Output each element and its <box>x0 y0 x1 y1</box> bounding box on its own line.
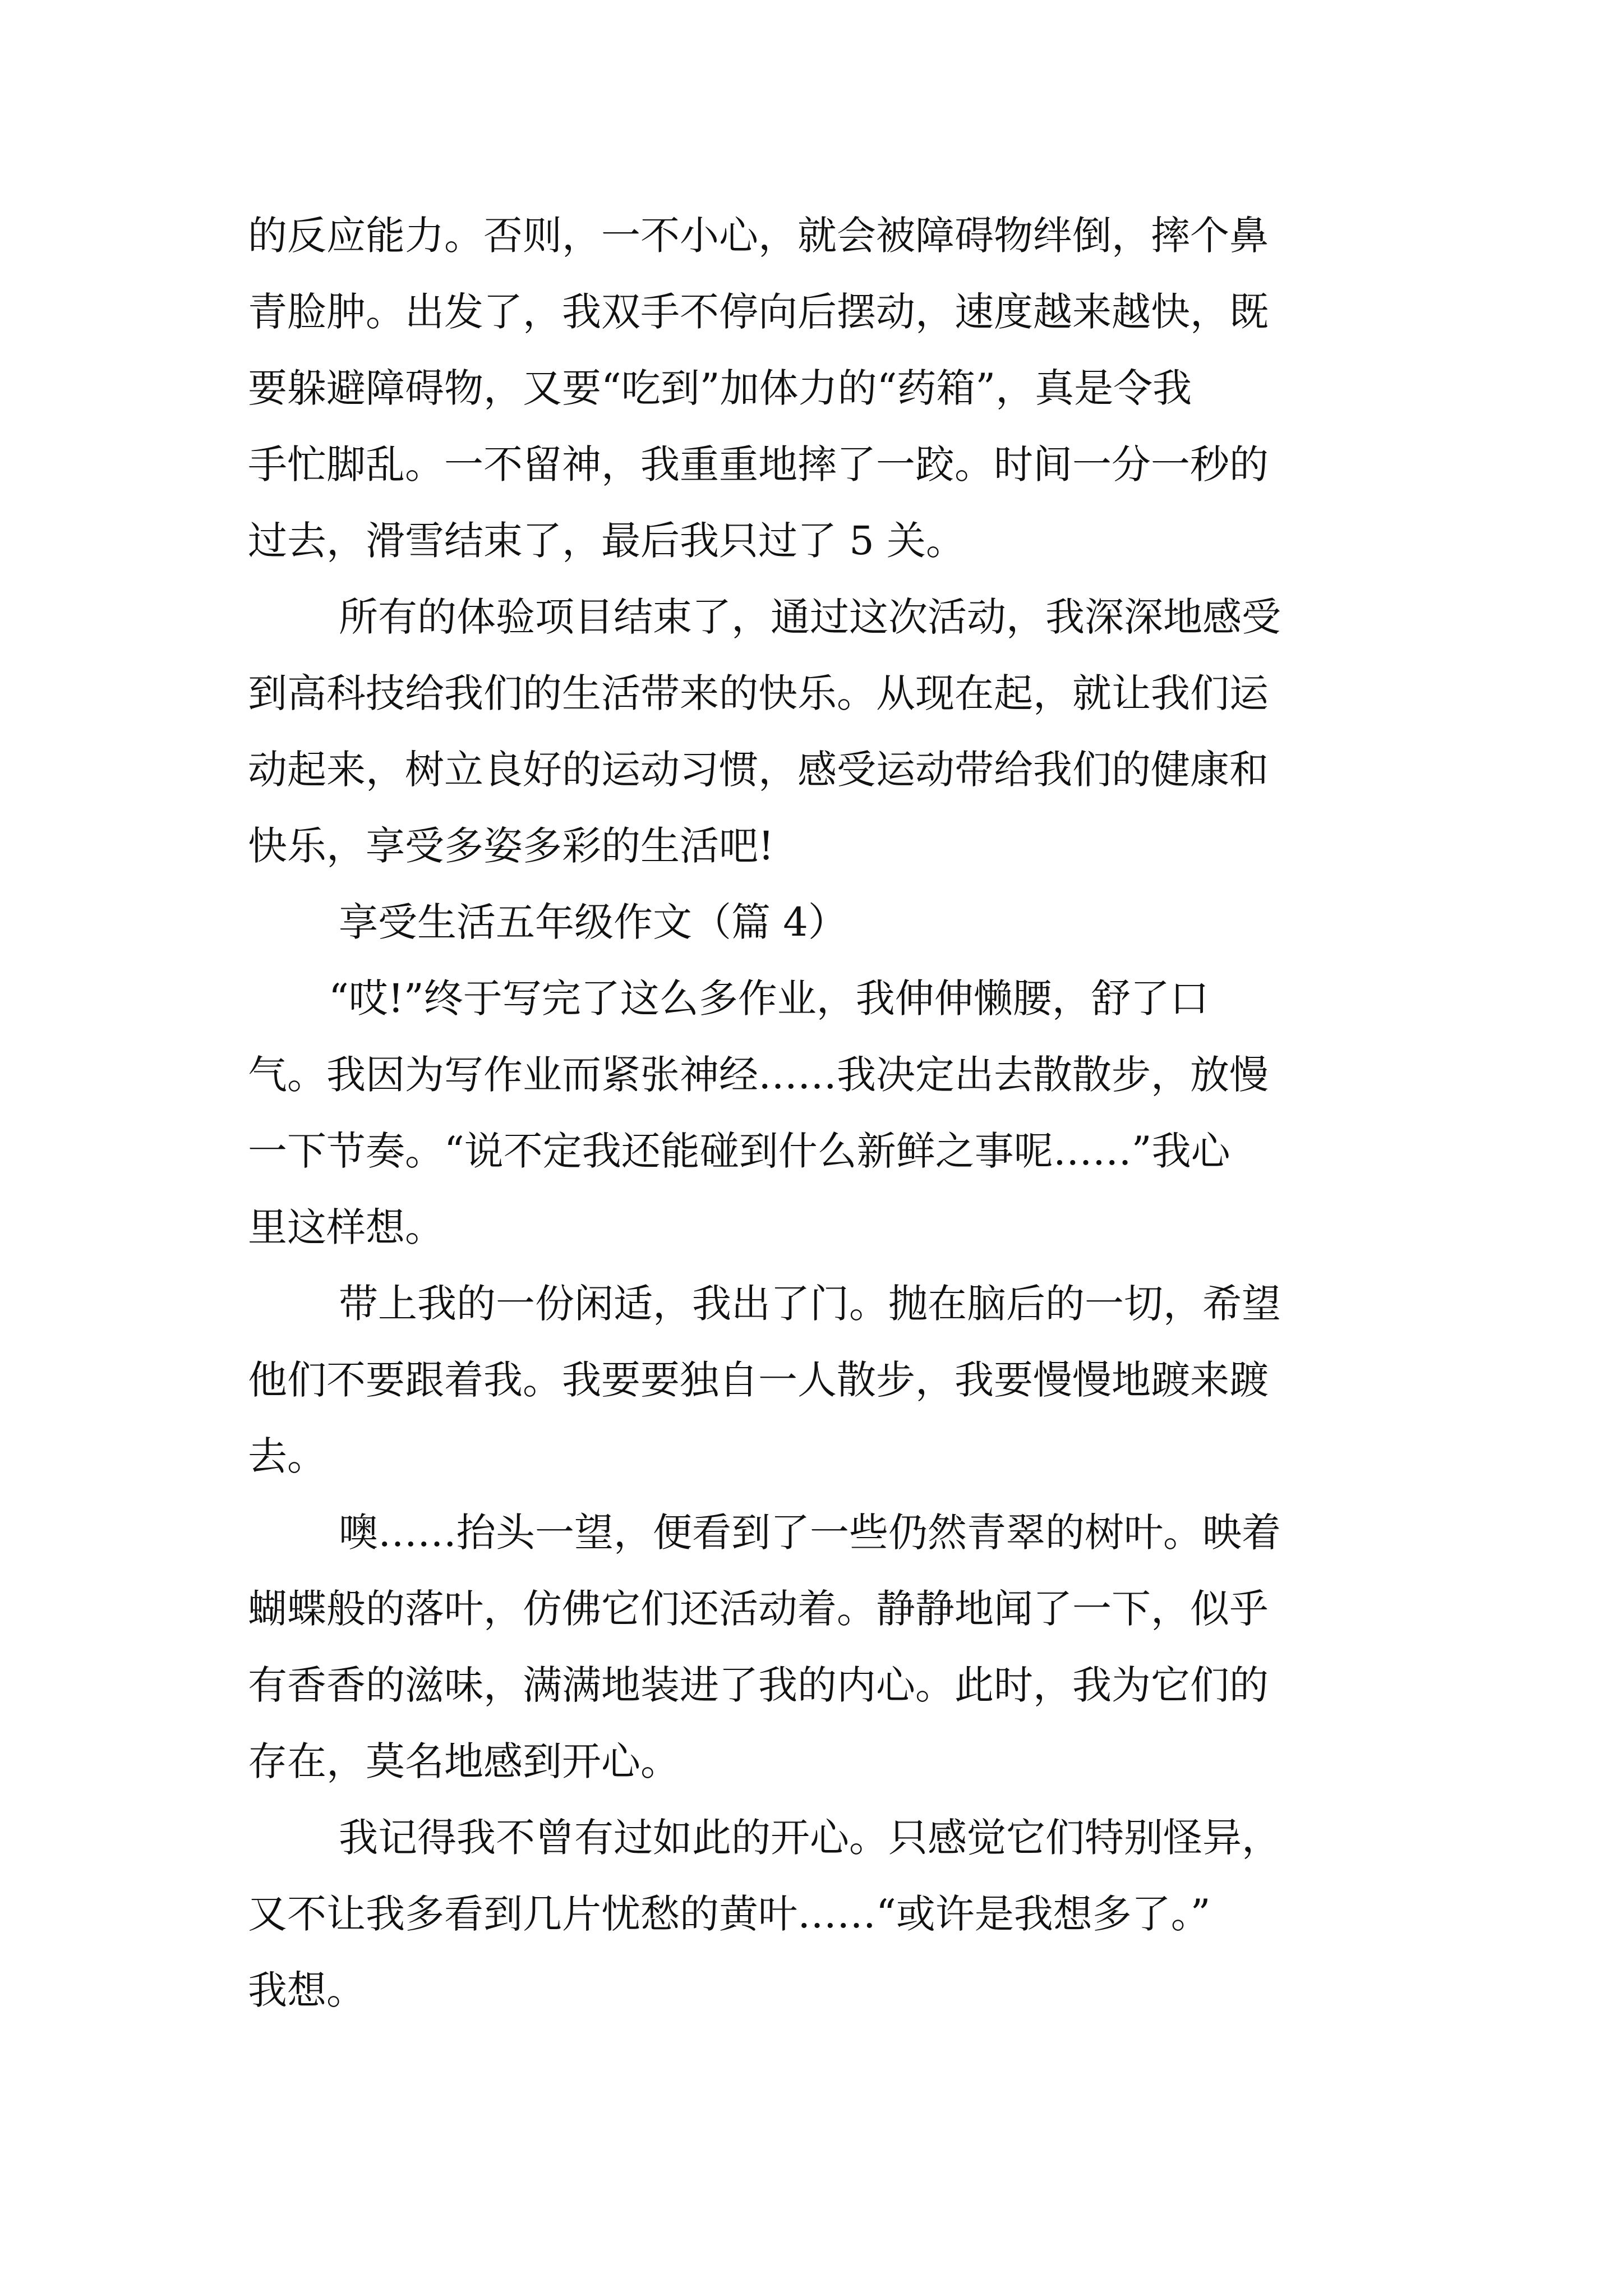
paragraph-first-line: 我记得我不曾有过如此的开心。只感觉它们特别怪异， <box>339 1815 1281 1861</box>
text-line: 一下节奏。“说不定我还能碰到什么新鲜之事呢……”我心 <box>248 1128 1230 1174</box>
text-line: 我想。 <box>248 1967 366 2013</box>
text-line: 手忙脚乱。一不留神，我重重地摔了一跤。时间一分一秒的 <box>248 441 1269 487</box>
text-line: 存在，莫名地感到开心。 <box>248 1738 680 1784</box>
paragraph-first-line: 噢……抬头一望，便看到了一些仍然青翠的树叶。映着 <box>339 1510 1281 1556</box>
text-line: 快乐，享受多姿多彩的生活吧! <box>248 823 774 869</box>
text-line: 里这样想。 <box>248 1204 444 1250</box>
text-line: 有香香的滋味，满满地装进了我的内心。此时，我为它们的 <box>248 1662 1269 1708</box>
text-line: 的反应能力。否则，一不小心，就会被障碍物绊倒，摔个鼻 <box>248 213 1269 259</box>
section-heading: 享受生活五年级作文（篇 4） <box>339 899 847 945</box>
text-line: 去。 <box>248 1433 326 1479</box>
text-line: 动起来，树立良好的运动习惯，感受运动带给我们的健康和 <box>248 747 1269 793</box>
paragraph-first-line: 所有的体验项目结束了，通过这次活动，我深深地感受 <box>339 594 1281 640</box>
text-line: 青脸肿。出发了，我双手不停向后摆动，速度越来越快，既 <box>248 289 1269 335</box>
text-line: 蝴蝶般的落叶，仿佛它们还活动着。静静地闻了一下，似乎 <box>248 1586 1269 1632</box>
text-line: 到高科技给我们的生活带来的快乐。从现在起，就让我们运 <box>248 670 1269 716</box>
paragraph-first-line: 带上我的一份闲适，我出了门。抛在脑后的一切，希望 <box>339 1281 1281 1327</box>
paragraph-first-line: “哎!”终于写完了这么多作业，我伸伸懒腰，舒了口 <box>329 976 1209 1022</box>
text-line: 他们不要跟着我。我要要独自一人散步，我要慢慢地踱来踱 <box>248 1357 1269 1403</box>
text-line: 又不让我多看到几片忧愁的黄叶……“或许是我想多了。” <box>248 1891 1211 1937</box>
text-line: 气。我因为写作业而紧张神经……我决定出去散散步，放慢 <box>248 1052 1269 1098</box>
text-line: 要躲避障碍物，又要“吃到”加体力的“药箱”，真是令我 <box>248 365 1192 411</box>
text-line: 过去，滑雪结束了，最后我只过了 5 关。 <box>248 518 966 564</box>
